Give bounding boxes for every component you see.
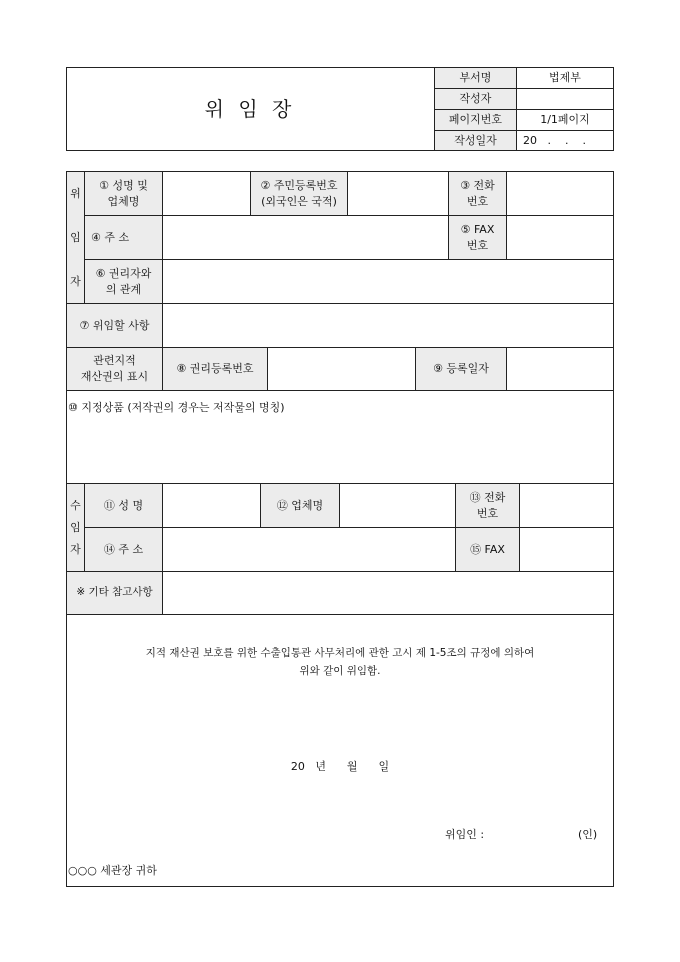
statement-line-1: 지적 재산권 보호를 위한 수출입통관 사무처리에 관한 고시 제 1-5조의 규정에 의하여 bbox=[145, 647, 535, 660]
delegator-relation-value[interactable] bbox=[163, 260, 613, 303]
delegator-name-value[interactable] bbox=[163, 172, 250, 215]
delegator-rrn-value[interactable] bbox=[348, 172, 448, 215]
document-title: 위 임 장 bbox=[204, 96, 296, 121]
reg-date-label: ⑨ 등록일자 bbox=[416, 348, 506, 390]
delegatee-address-label: ⑭ 주 소 bbox=[85, 528, 162, 571]
statement-line-2: 위와 같이 위임함. bbox=[299, 665, 381, 678]
delegatee-group-label: 수 임 자 bbox=[67, 484, 84, 571]
reg-number-label: ⑧ 권리등록번호 bbox=[163, 348, 267, 390]
delegator-phone-label: ③ 전화 번호 bbox=[449, 172, 506, 215]
delegator-rrn-label: ② 주민등록번호 (외국인은 국적) bbox=[251, 172, 347, 215]
page-number-value: 1/1페이지 bbox=[540, 113, 590, 127]
reg-number-value[interactable] bbox=[268, 348, 415, 390]
delegator-address-label: ④ 주 소 bbox=[85, 216, 162, 259]
remarks-label: ※ 기타 참고사항 bbox=[67, 572, 162, 614]
reg-date-value[interactable] bbox=[507, 348, 613, 390]
delegatee-phone-value[interactable] bbox=[520, 484, 613, 527]
designated-goods-label: ⑩ 지정상품 (저작권의 경우는 저작물의 명칭) bbox=[68, 401, 285, 414]
delegator-name-label: ① 성명 및 업체명 bbox=[85, 172, 162, 215]
author-value[interactable] bbox=[517, 89, 613, 109]
designated-goods-value[interactable] bbox=[68, 418, 608, 478]
author-label: 작성자 bbox=[435, 89, 516, 109]
delegation-matters-label: ⑦ 위임할 사항 bbox=[67, 304, 162, 347]
dept-value: 법제부 bbox=[549, 71, 581, 85]
delegatee-phone-label: ⑬ 전화 번호 bbox=[456, 484, 519, 527]
statement-date[interactable]: 20 년 월 일 bbox=[290, 760, 390, 774]
delegatee-company-value[interactable] bbox=[340, 484, 455, 527]
seal-mark: (인) bbox=[578, 828, 598, 841]
delegator-phone-value[interactable] bbox=[507, 172, 613, 215]
addressee: ○○○ 세관장 귀하 bbox=[68, 864, 157, 877]
delegatee-name-label: ⑪ 성 명 bbox=[85, 484, 162, 527]
delegatee-address-value[interactable] bbox=[163, 528, 455, 571]
date-written-label: 작성일자 bbox=[435, 131, 516, 150]
dept-label: 부서명 bbox=[435, 68, 516, 88]
remarks-value[interactable] bbox=[163, 572, 613, 614]
delegatee-fax-label: ⑮ FAX bbox=[456, 528, 519, 571]
delegator-sign-label: 위임인 : bbox=[445, 828, 485, 841]
delegatee-company-label: ⑫ 업체명 bbox=[261, 484, 339, 527]
delegatee-name-value[interactable] bbox=[163, 484, 260, 527]
delegator-address-value[interactable] bbox=[163, 216, 448, 259]
ip-rights-label: 관련지적 재산권의 표시 bbox=[67, 348, 162, 390]
delegator-fax-value[interactable] bbox=[507, 216, 613, 259]
delegation-matters-value[interactable] bbox=[163, 304, 613, 347]
delegator-fax-label: ⑤ FAX 번호 bbox=[449, 216, 506, 259]
page-number-label: 페이지번호 bbox=[435, 110, 516, 130]
delegator-relation-label: ⑥ 권리자와 의 관계 bbox=[85, 260, 162, 303]
delegator-group-label: 위 임 자 bbox=[67, 172, 84, 303]
delegatee-fax-value[interactable] bbox=[520, 528, 613, 571]
date-written-value[interactable]: 20 . . . bbox=[523, 133, 586, 147]
